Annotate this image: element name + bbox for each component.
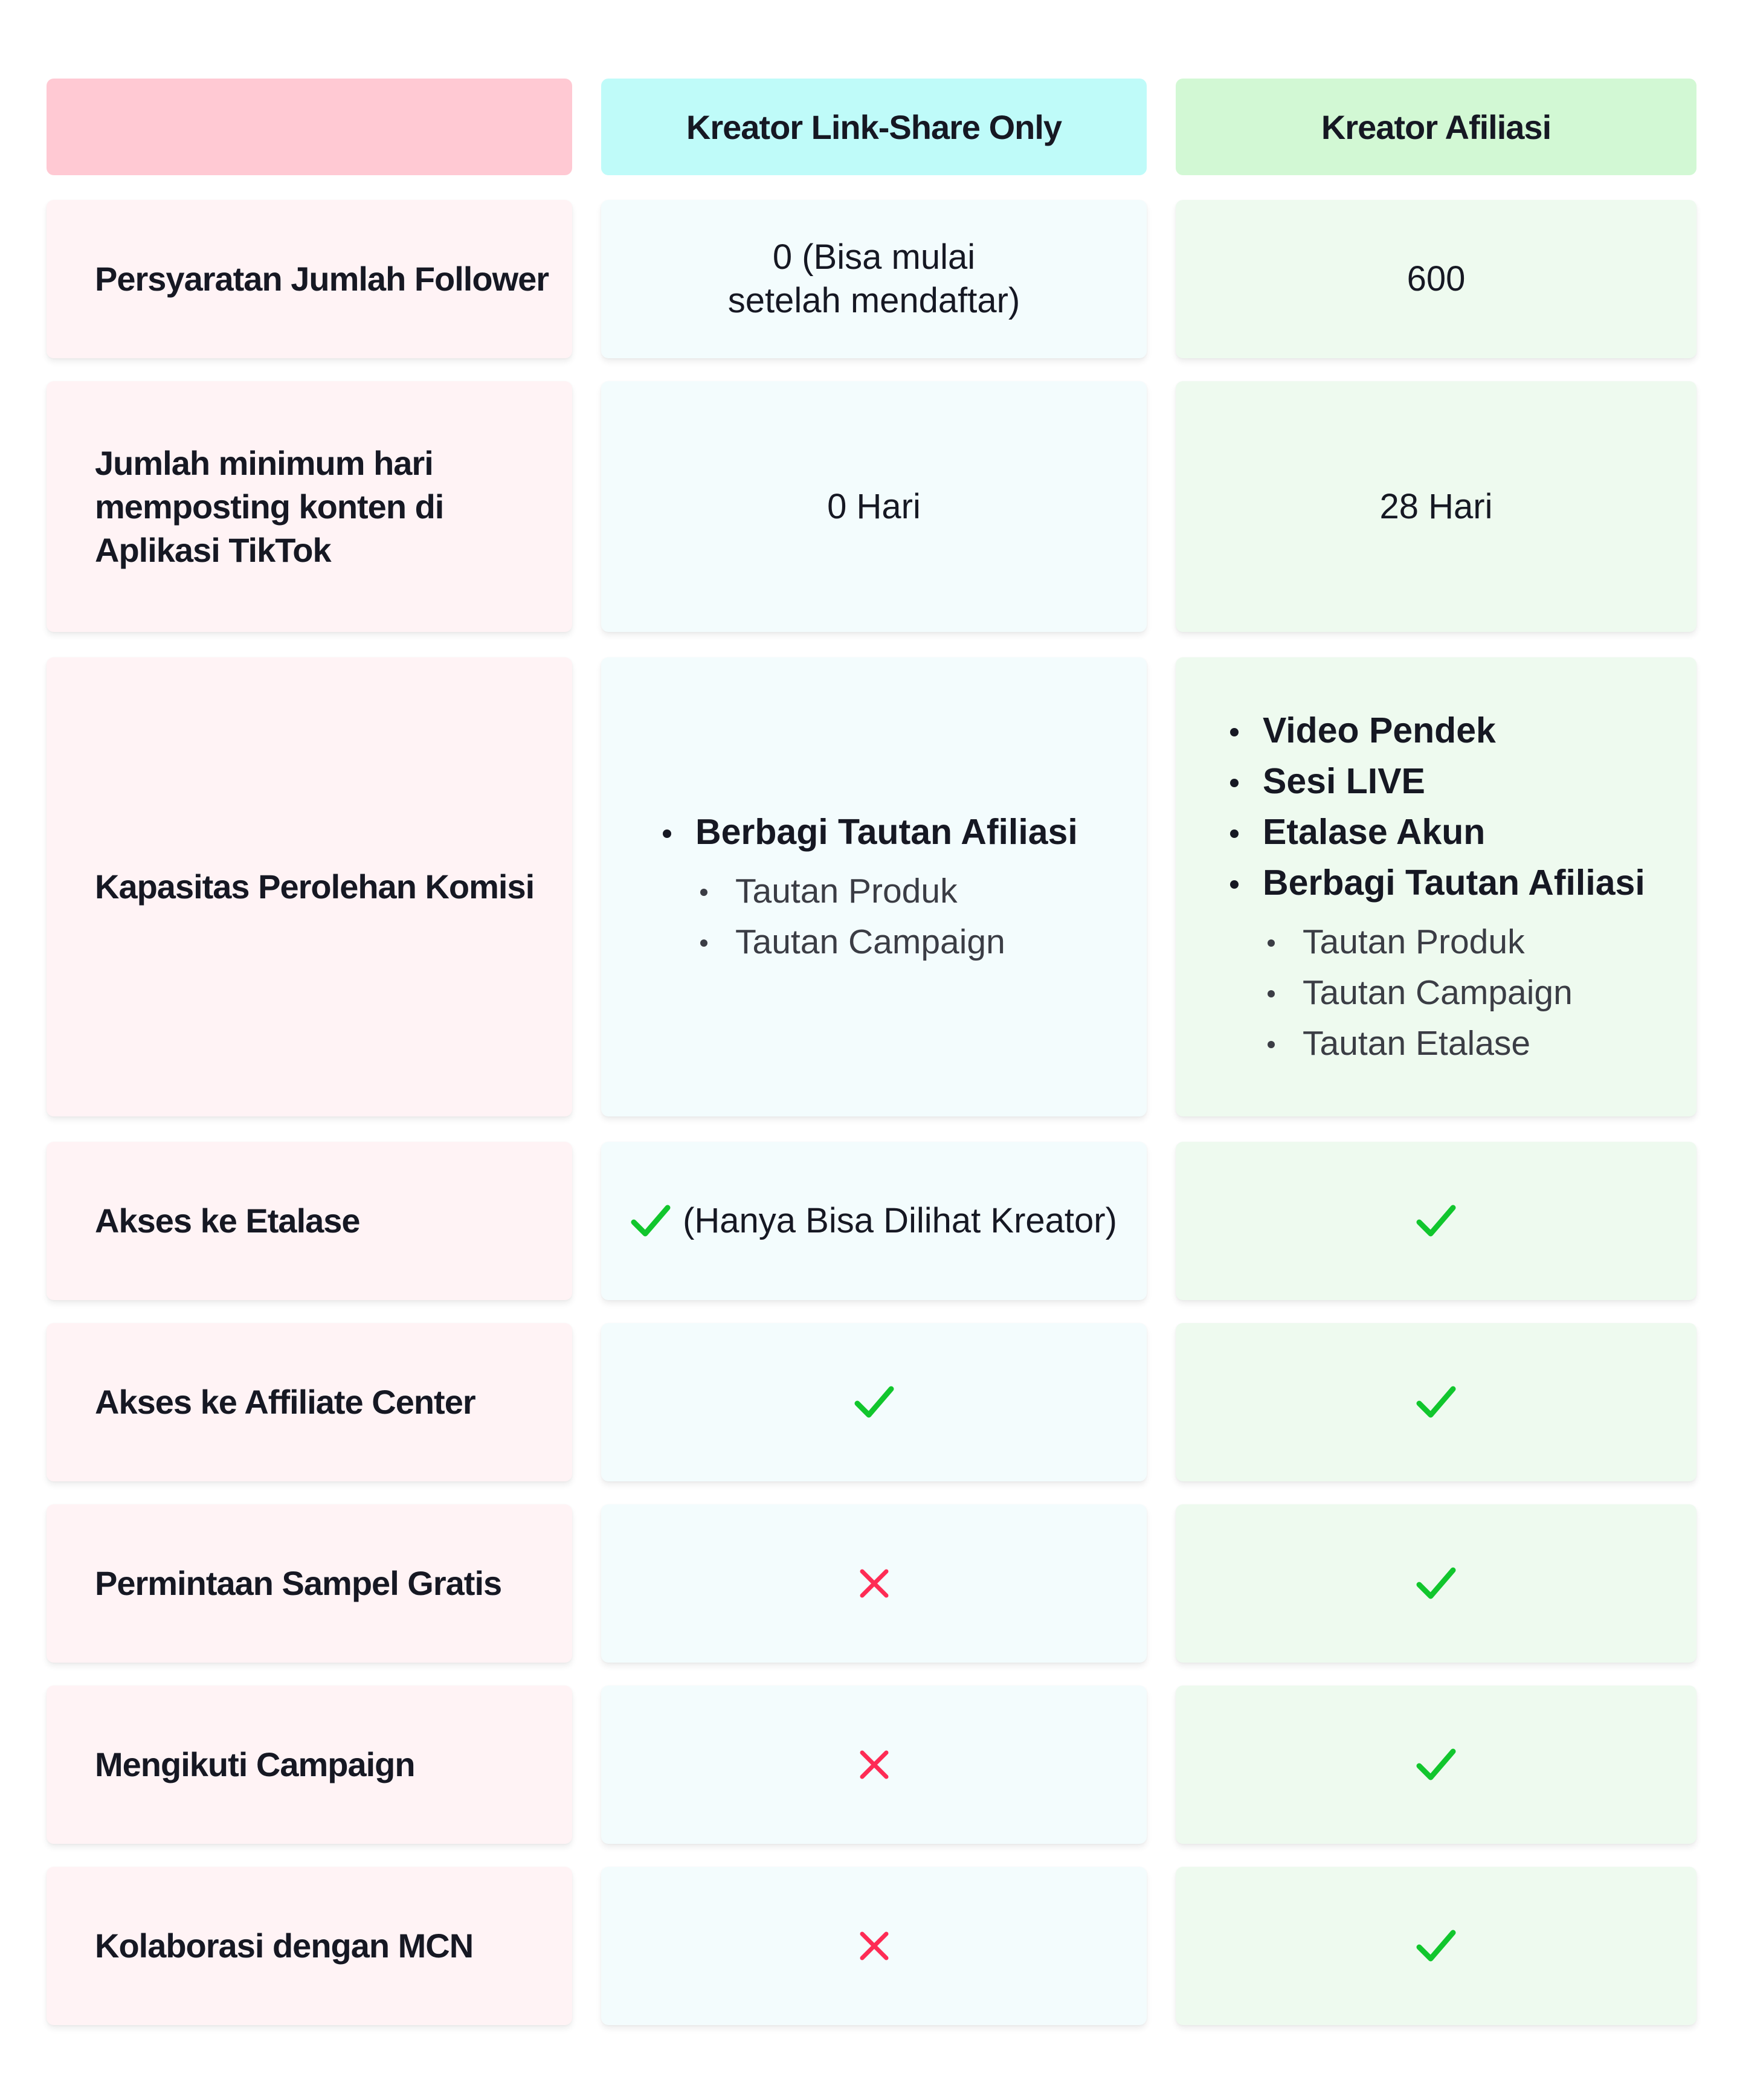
row-min-days-linkshare-cell — [601, 381, 1147, 632]
header-affiliate-title: Kreator Afiliasi — [1321, 108, 1552, 146]
row-followers-linkshare-cell — [601, 200, 1147, 358]
row-campaign-label-cell — [47, 1686, 572, 1844]
row-followers-linkshare-value — [728, 236, 1020, 323]
commission-linkshare-list — [601, 807, 1147, 967]
row-commission-label: Kapasitas Perolehan Komisi — [95, 868, 535, 906]
check-icon — [631, 1203, 671, 1239]
row-min-days-label-cell — [47, 381, 572, 632]
cross-icon — [857, 1567, 891, 1600]
check-icon — [1416, 1747, 1456, 1783]
cross-icon — [857, 1929, 891, 1963]
row-etalase-linkshare-note: (Hanya Bisa Dilihat Kreator) — [683, 1201, 1117, 1240]
list-item: Tautan Campaign — [659, 916, 1147, 967]
row-followers-linkshare-line1: 0 (Bisa mulai — [772, 237, 976, 277]
check-icon — [1416, 1203, 1456, 1239]
row-mcn-linkshare-cell — [601, 1867, 1147, 2025]
header-affiliate-cell — [1176, 79, 1696, 175]
commission-affiliate-main-list — [1226, 705, 1696, 908]
row-min-days-label-line1: Jumlah minimum hari — [95, 443, 433, 482]
row-free-samples-linkshare-cell — [601, 1504, 1147, 1663]
row-min-days-label-line2: memposting konten di — [95, 487, 444, 526]
commission-affiliate-list — [1176, 705, 1696, 1069]
commission-linkshare-sub-list — [659, 866, 1147, 967]
row-etalase-label: Akses ke Etalase — [95, 1202, 360, 1240]
row-commission-affiliate-cell — [1176, 657, 1696, 1116]
row-commission-linkshare-cell — [601, 657, 1147, 1116]
row-mcn-affiliate-cell — [1176, 1867, 1696, 2025]
row-followers-affiliate-cell — [1176, 200, 1696, 358]
row-affiliate-center-linkshare-cell — [601, 1323, 1147, 1481]
check-icon — [1416, 1928, 1456, 1964]
row-commission-label-cell — [47, 657, 572, 1116]
row-affiliate-center-affiliate-cell — [1176, 1323, 1696, 1481]
row-etalase-affiliate-cell — [1176, 1142, 1696, 1300]
header-linkshare-cell — [601, 79, 1147, 175]
row-free-samples-label-cell — [47, 1504, 572, 1663]
row-campaign-affiliate-cell — [1176, 1686, 1696, 1844]
row-followers-affiliate-value: 600 — [1406, 259, 1466, 298]
header-empty-cell — [47, 79, 572, 175]
row-affiliate-center-label: Akses ke Affiliate Center — [95, 1383, 475, 1421]
row-campaign-linkshare-cell — [601, 1686, 1147, 1844]
row-campaign-label: Mengikuti Campaign — [95, 1745, 415, 1783]
row-etalase-linkshare-value — [631, 1199, 1117, 1243]
check-icon — [1416, 1384, 1456, 1420]
list-item: Tautan Campaign — [1226, 967, 1696, 1018]
row-min-days-label-line3: Aplikasi TikTok — [95, 530, 331, 569]
row-followers-label-cell — [47, 200, 572, 358]
list-item: Tautan Produk — [659, 866, 1147, 916]
row-mcn-label-cell — [47, 1867, 572, 2025]
row-mcn-label: Kolaborasi dengan MCN — [95, 1927, 474, 1965]
commission-affiliate-sub-list — [1226, 916, 1696, 1069]
list-item: Sesi LIVE — [1226, 756, 1696, 807]
header-linkshare-title: Kreator Link-Share Only — [686, 108, 1062, 146]
row-min-days-affiliate-cell — [1176, 381, 1696, 632]
list-item: Berbagi Tautan Afiliasi — [1226, 857, 1696, 908]
row-min-days-affiliate-value: 28 Hari — [1379, 486, 1493, 526]
list-item: Etalase Akun — [1226, 807, 1696, 857]
row-free-samples-affiliate-cell — [1176, 1504, 1696, 1663]
row-followers-linkshare-line2: setelah mendaftar) — [727, 281, 1020, 320]
check-icon — [1416, 1565, 1456, 1602]
row-etalase-linkshare-cell — [601, 1142, 1147, 1300]
list-item: Tautan Etalase — [1226, 1018, 1696, 1069]
row-min-days-label — [95, 442, 443, 572]
row-followers-label: Persyaratan Jumlah Follower — [95, 260, 549, 298]
row-etalase-label-cell — [47, 1142, 572, 1300]
cross-icon — [857, 1748, 891, 1782]
commission-linkshare-main-list — [659, 807, 1147, 857]
row-min-days-linkshare-value: 0 Hari — [827, 486, 921, 526]
list-item: Tautan Produk — [1226, 916, 1696, 967]
list-item: Berbagi Tautan Afiliasi — [659, 807, 1147, 857]
list-item: Video Pendek — [1226, 705, 1696, 756]
row-affiliate-center-label-cell — [47, 1323, 572, 1481]
row-free-samples-label: Permintaan Sampel Gratis — [95, 1564, 502, 1602]
check-icon — [854, 1384, 894, 1420]
